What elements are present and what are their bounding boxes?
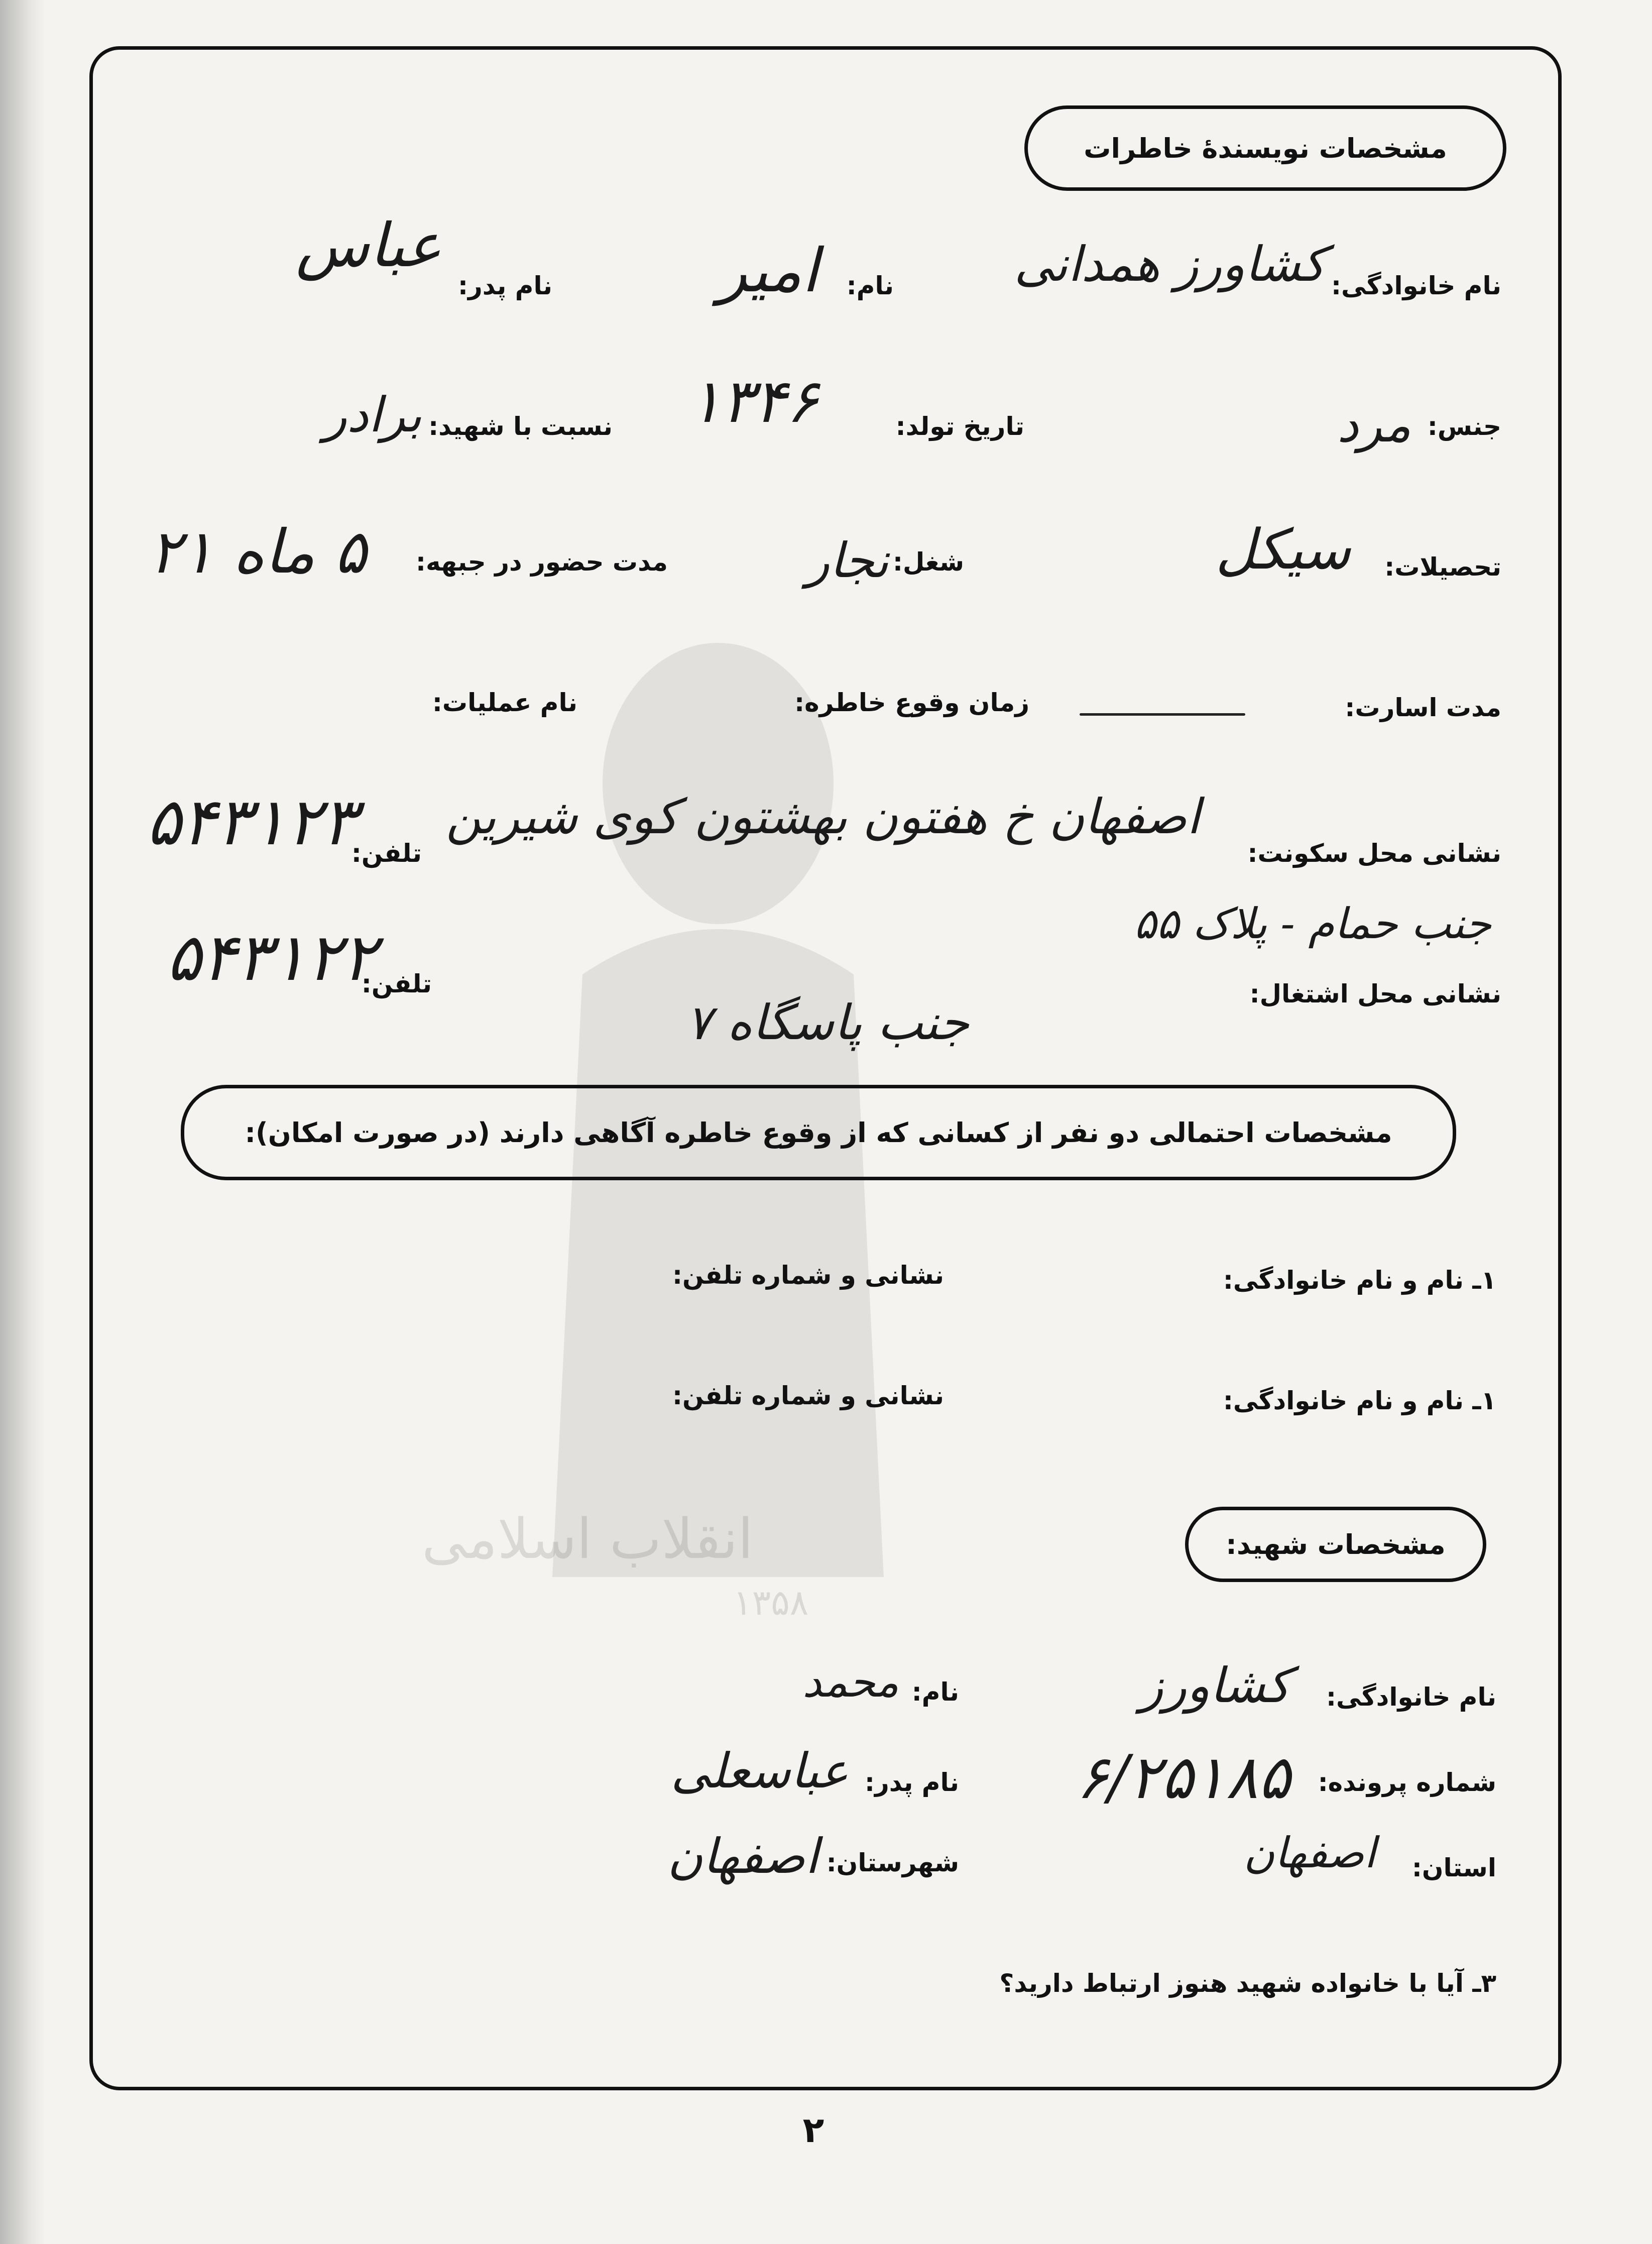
author-relation-value: برادر xyxy=(323,387,422,443)
residence-value-line2: جنب حمام - پلاک ۵۵ xyxy=(1134,899,1491,948)
phone-label-1: تلفن: xyxy=(351,839,422,868)
author-captivity-label: مدت اسارت: xyxy=(1345,693,1501,722)
martyr-name-value: محمد xyxy=(802,1657,899,1707)
witness-1-contact-label: نشانی و شماره تلفن: xyxy=(672,1261,944,1290)
residence-value-line1: اصفهان خ هفتون بهشتون کوی شیرین xyxy=(446,789,1200,845)
residence-label: نشانی محل سکونت: xyxy=(1247,839,1501,868)
watermark-text: انقلاب اسلامی xyxy=(422,1507,753,1571)
author-job-value: نجار xyxy=(806,532,889,589)
author-birth-value: ۱۳۴۶ xyxy=(689,367,818,436)
phone-value-2: ۵۴۳۱۲۲ xyxy=(166,919,377,995)
martyr-name-label: نام: xyxy=(911,1677,959,1707)
author-education-value: سیکل xyxy=(1215,517,1351,582)
page-number: ۲ xyxy=(802,2109,824,2151)
martyr-file-label: شماره پرونده: xyxy=(1318,1768,1496,1797)
phone-value-1: ۵۴۳۱۲۳ xyxy=(146,783,357,860)
martyr-family-label: نام خانوادگی: xyxy=(1326,1682,1496,1712)
scan-edge-shadow xyxy=(0,0,45,2244)
work-value-line1: جنب پاسگاه ۷ xyxy=(685,994,969,1051)
author-gender-value: مرد xyxy=(1337,397,1411,453)
martyr-contact-question: ۳ـ آیا با خانواده شهید هنوز ارتباط دارید؟ xyxy=(999,1969,1496,1998)
martyr-section-title: مشخصات شهید: xyxy=(1185,1507,1486,1582)
author-relation-label: نسبت با شهید: xyxy=(428,412,613,441)
martyr-file-value: ۶/۲۵۱۸۵ xyxy=(1076,1743,1290,1813)
martyr-city-value: اصفهان xyxy=(667,1828,818,1884)
author-name-label: نام: xyxy=(846,271,894,300)
author-father-label: نام پدر: xyxy=(457,271,552,300)
martyr-father-label: نام پدر: xyxy=(864,1768,959,1797)
author-front-value: ۵ ماه ۲۱ xyxy=(149,517,367,587)
martyr-province-value: اصفهان xyxy=(1243,1828,1376,1877)
author-father-value: عباس xyxy=(296,211,442,281)
author-family-label: نام خانوادگی: xyxy=(1331,271,1501,300)
operation-label: نام عملیات: xyxy=(432,688,577,717)
watermark-year: ۱۳۵۸ xyxy=(733,1582,809,1623)
author-front-label: مدت حضور در جبهه: xyxy=(416,547,668,577)
witness-2-name-label: ۱ـ نام و نام خانوادگی: xyxy=(1223,1386,1496,1415)
martyr-family-value: کشاورز xyxy=(1140,1657,1290,1714)
author-section-title: مشخصات نویسندهٔ خاطرات xyxy=(1024,105,1506,191)
author-education-label: تحصیلات: xyxy=(1384,552,1501,582)
memory-time-label: زمان وقوع خاطره: xyxy=(794,688,1029,717)
author-family-value: کشاورز همدانی xyxy=(1014,236,1326,292)
memory-time-dash xyxy=(1080,713,1245,716)
author-birth-label: تاریخ تولد: xyxy=(895,412,1024,441)
work-label: نشانی محل اشتغال: xyxy=(1249,979,1501,1008)
martyr-province-label: استان: xyxy=(1411,1853,1496,1882)
author-name-value: امیر xyxy=(718,236,818,306)
author-job-label: شغل: xyxy=(892,547,964,577)
martyr-father-value: عباسعلی xyxy=(670,1743,849,1799)
author-gender-label: جنس: xyxy=(1427,412,1501,441)
phone-label-2: تلفن: xyxy=(361,969,432,998)
witness-2-contact-label: نشانی و شماره تلفن: xyxy=(672,1381,944,1410)
martyr-city-label: شهرستان: xyxy=(826,1848,959,1877)
witness-section-title: مشخصات احتمالی دو نفر از کسانی که از وقوع خاطره آگاهی دارند (در صورت امکان): xyxy=(181,1085,1456,1180)
witness-1-name-label: ۱ـ نام و نام خانوادگی: xyxy=(1223,1266,1496,1295)
